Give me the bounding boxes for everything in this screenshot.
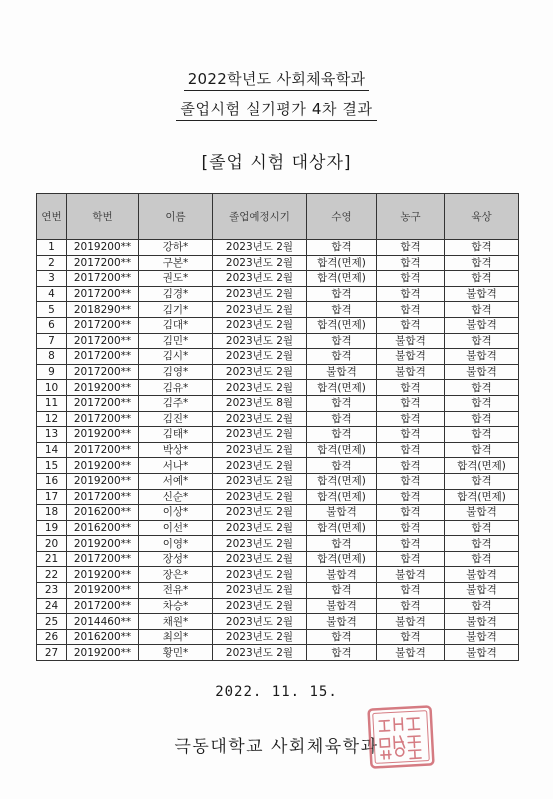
cell-name: 김주*: [139, 395, 213, 411]
cell-swimming: 합격: [307, 629, 377, 645]
cell-graduation: 2023년도 2월: [213, 380, 307, 396]
cell-swimming: 합격: [307, 458, 377, 474]
cell-no: 13: [37, 427, 67, 443]
cell-student-id: 2019200**: [67, 645, 139, 661]
table-row: [37, 520, 519, 536]
document-title-line1: 2022학년도 사회체육학과: [0, 68, 553, 89]
cell-no: 12: [37, 411, 67, 427]
cell-basketball: 합격: [377, 240, 445, 256]
cell-name: 신순*: [139, 489, 213, 505]
cell-name: 서나*: [139, 458, 213, 474]
cell-track: 합격: [445, 395, 519, 411]
cell-basketball: 합격: [377, 505, 445, 521]
cell-graduation: 2023년도 2월: [213, 583, 307, 599]
cell-basketball: 합격: [377, 286, 445, 302]
results-table: [36, 193, 519, 661]
cell-student-id: 2017200**: [67, 317, 139, 333]
cell-track: 합격: [445, 551, 519, 567]
cell-basketball: 합격: [377, 427, 445, 443]
cell-track: 합격: [445, 302, 519, 318]
cell-graduation: 2023년도 2월: [213, 473, 307, 489]
cell-swimming: 불합격: [307, 614, 377, 630]
cell-swimming: 불합격: [307, 364, 377, 380]
cell-graduation: 2023년도 2월: [213, 645, 307, 661]
cell-basketball: 합격: [377, 271, 445, 287]
cell-track: 합격: [445, 536, 519, 552]
table-row: [37, 458, 519, 474]
cell-graduation: 2023년도 8월: [213, 395, 307, 411]
cell-no: 23: [37, 583, 67, 599]
cell-no: 22: [37, 567, 67, 583]
table-row: [37, 286, 519, 302]
col-header-graduation: 졸업예정시기: [213, 194, 307, 240]
table-row: [37, 364, 519, 380]
cell-basketball: 합격: [377, 489, 445, 505]
cell-basketball: 불합격: [377, 614, 445, 630]
cell-no: 18: [37, 505, 67, 521]
results-table-header: [37, 194, 519, 240]
official-seal-stamp: [366, 704, 435, 769]
cell-basketball: 합격: [377, 551, 445, 567]
cell-basketball: 합격: [377, 536, 445, 552]
cell-student-id: 2019200**: [67, 458, 139, 474]
cell-basketball: 합격: [377, 255, 445, 271]
cell-student-id: 2019200**: [67, 473, 139, 489]
cell-student-id: 2017200**: [67, 598, 139, 614]
cell-name: 황민*: [139, 645, 213, 661]
cell-no: 16: [37, 473, 67, 489]
cell-swimming: 합격: [307, 583, 377, 599]
cell-student-id: 2019200**: [67, 240, 139, 256]
cell-swimming: 합격: [307, 645, 377, 661]
cell-track: 불합격: [445, 645, 519, 661]
cell-student-id: 2017200**: [67, 286, 139, 302]
cell-track: 불합격: [445, 505, 519, 521]
cell-no: 6: [37, 317, 67, 333]
cell-name: 김유*: [139, 380, 213, 396]
table-row: [37, 271, 519, 287]
section-title: [졸업 시험 대상자]: [201, 153, 352, 173]
cell-name: 김민*: [139, 333, 213, 349]
cell-name: 김대*: [139, 317, 213, 333]
cell-student-id: 2018290**: [67, 302, 139, 318]
cell-graduation: 2023년도 2월: [213, 364, 307, 380]
cell-name: 이선*: [139, 520, 213, 536]
cell-no: 17: [37, 489, 67, 505]
cell-swimming: 합격(면제): [307, 473, 377, 489]
table-row: [37, 302, 519, 318]
cell-track: 합격: [445, 255, 519, 271]
cell-track: 합격: [445, 411, 519, 427]
cell-no: 1: [37, 240, 67, 256]
cell-track: 불합격: [445, 317, 519, 333]
table-row: [37, 317, 519, 333]
table-row: [37, 349, 519, 365]
cell-graduation: 2023년도 2월: [213, 302, 307, 318]
cell-track: 합격: [445, 520, 519, 536]
table-row: [37, 489, 519, 505]
cell-graduation: 2023년도 2월: [213, 458, 307, 474]
col-header-no: 연번: [37, 194, 67, 240]
cell-name: 강하*: [139, 240, 213, 256]
cell-student-id: 2019200**: [67, 583, 139, 599]
cell-basketball: 불합격: [377, 349, 445, 365]
cell-graduation: 2023년도 2월: [213, 333, 307, 349]
cell-basketball: 합격: [377, 520, 445, 536]
table-row: [37, 473, 519, 489]
cell-graduation: 2023년도 2월: [213, 317, 307, 333]
cell-no: 19: [37, 520, 67, 536]
cell-no: 20: [37, 536, 67, 552]
col-header-track: 육상: [445, 194, 519, 240]
cell-no: 26: [37, 629, 67, 645]
cell-graduation: 2023년도 2월: [213, 255, 307, 271]
cell-swimming: 합격: [307, 349, 377, 365]
cell-student-id: 2019200**: [67, 536, 139, 552]
cell-basketball: 합격: [377, 458, 445, 474]
cell-track: 합격: [445, 240, 519, 256]
table-row: [37, 598, 519, 614]
cell-name: 김기*: [139, 302, 213, 318]
results-table-body: [37, 240, 519, 661]
cell-swimming: 합격: [307, 411, 377, 427]
cell-graduation: 2023년도 2월: [213, 349, 307, 365]
cell-student-id: 2017200**: [67, 271, 139, 287]
cell-graduation: 2023년도 2월: [213, 520, 307, 536]
table-row: [37, 380, 519, 396]
table-row: [37, 629, 519, 645]
cell-no: 25: [37, 614, 67, 630]
cell-swimming: 합격: [307, 536, 377, 552]
cell-swimming: 합격(면제): [307, 271, 377, 287]
table-row: [37, 567, 519, 583]
cell-swimming: 합격(면제): [307, 255, 377, 271]
cell-name: 채원*: [139, 614, 213, 630]
cell-no: 4: [37, 286, 67, 302]
cell-basketball: 합격: [377, 380, 445, 396]
cell-basketball: 합격: [377, 598, 445, 614]
cell-student-id: 2017200**: [67, 395, 139, 411]
cell-track: 합격: [445, 380, 519, 396]
cell-no: 8: [37, 349, 67, 365]
cell-basketball: 불합격: [377, 567, 445, 583]
cell-no: 15: [37, 458, 67, 474]
cell-swimming: 합격: [307, 240, 377, 256]
cell-track: 불합격: [445, 286, 519, 302]
cell-swimming: 합격: [307, 395, 377, 411]
cell-basketball: 합격: [377, 583, 445, 599]
cell-name: 이영*: [139, 536, 213, 552]
cell-track: 합격: [445, 442, 519, 458]
table-row: [37, 505, 519, 521]
cell-basketball: 합격: [377, 395, 445, 411]
cell-no: 9: [37, 364, 67, 380]
cell-basketball: 합격: [377, 302, 445, 318]
cell-student-id: 2017200**: [67, 255, 139, 271]
cell-basketball: 합격: [377, 629, 445, 645]
table-row: [37, 551, 519, 567]
col-header-swimming: 수영: [307, 194, 377, 240]
cell-name: 박상*: [139, 442, 213, 458]
cell-student-id: 2017200**: [67, 442, 139, 458]
cell-basketball: 합격: [377, 473, 445, 489]
cell-track: 불합격: [445, 614, 519, 630]
cell-track: 불합격: [445, 349, 519, 365]
cell-name: 구본*: [139, 255, 213, 271]
cell-no: 5: [37, 302, 67, 318]
cell-graduation: 2023년도 2월: [213, 598, 307, 614]
cell-student-id: 2014460**: [67, 614, 139, 630]
cell-name: 이상*: [139, 505, 213, 521]
cell-name: 차승*: [139, 598, 213, 614]
cell-track: 불합격: [445, 567, 519, 583]
cell-track: 합격: [445, 271, 519, 287]
cell-name: 전유*: [139, 583, 213, 599]
cell-name: 김진*: [139, 411, 213, 427]
cell-graduation: 2023년도 2월: [213, 551, 307, 567]
cell-swimming: 합격(면제): [307, 551, 377, 567]
cell-student-id: 2017200**: [67, 489, 139, 505]
cell-name: 김태*: [139, 427, 213, 443]
cell-no: 7: [37, 333, 67, 349]
cell-track: 합격(면제): [445, 458, 519, 474]
cell-swimming: 합격: [307, 286, 377, 302]
cell-graduation: 2023년도 2월: [213, 286, 307, 302]
cell-swimming: 합격(면제): [307, 380, 377, 396]
cell-student-id: 2017200**: [67, 333, 139, 349]
table-row: [37, 536, 519, 552]
col-header-student-id: 학번: [67, 194, 139, 240]
cell-graduation: 2023년도 2월: [213, 442, 307, 458]
cell-name: 권도*: [139, 271, 213, 287]
cell-basketball: 합격: [377, 317, 445, 333]
cell-track: 불합격: [445, 364, 519, 380]
issuer-name: 극동대학교 사회체육학과: [174, 737, 379, 757]
table-row: [37, 427, 519, 443]
cell-student-id: 2019200**: [67, 380, 139, 396]
cell-student-id: 2017200**: [67, 364, 139, 380]
table-row: [37, 411, 519, 427]
table-row: [37, 645, 519, 661]
cell-no: 10: [37, 380, 67, 396]
cell-student-id: 2017200**: [67, 411, 139, 427]
cell-track: 합격(면제): [445, 489, 519, 505]
cell-swimming: 합격: [307, 302, 377, 318]
cell-swimming: 합격(면제): [307, 489, 377, 505]
cell-basketball: 불합격: [377, 645, 445, 661]
cell-graduation: 2023년도 2월: [213, 240, 307, 256]
cell-swimming: 합격(면제): [307, 317, 377, 333]
cell-track: 합격: [445, 427, 519, 443]
issue-date: 2022. 11. 15.: [215, 684, 338, 700]
cell-track: 합격: [445, 473, 519, 489]
cell-graduation: 2023년도 2월: [213, 411, 307, 427]
cell-swimming: 합격(면제): [307, 520, 377, 536]
cell-graduation: 2023년도 2월: [213, 427, 307, 443]
cell-graduation: 2023년도 2월: [213, 505, 307, 521]
cell-name: 김영*: [139, 364, 213, 380]
cell-swimming: 불합격: [307, 505, 377, 521]
table-row: [37, 583, 519, 599]
cell-graduation: 2023년도 2월: [213, 489, 307, 505]
cell-swimming: 불합격: [307, 567, 377, 583]
cell-graduation: 2023년도 2월: [213, 629, 307, 645]
cell-track: 합격: [445, 333, 519, 349]
cell-graduation: 2023년도 2월: [213, 614, 307, 630]
cell-student-id: 2016200**: [67, 629, 139, 645]
cell-name: 장은*: [139, 567, 213, 583]
col-header-name: 이름: [139, 194, 213, 240]
cell-name: 최의*: [139, 629, 213, 645]
cell-graduation: 2023년도 2월: [213, 567, 307, 583]
cell-basketball: 합격: [377, 442, 445, 458]
table-row: [37, 240, 519, 256]
cell-name: 김경*: [139, 286, 213, 302]
cell-no: 24: [37, 598, 67, 614]
cell-student-id: 2017200**: [67, 349, 139, 365]
table-row: [37, 333, 519, 349]
cell-no: 2: [37, 255, 67, 271]
table-row: [37, 614, 519, 630]
cell-no: 14: [37, 442, 67, 458]
cell-name: 장성*: [139, 551, 213, 567]
cell-name: 김시*: [139, 349, 213, 365]
cell-swimming: 합격: [307, 333, 377, 349]
cell-name: 서예*: [139, 473, 213, 489]
cell-no: 11: [37, 395, 67, 411]
document-title-line2: 졸업시험 실기평가 4차 결과: [0, 98, 553, 119]
cell-no: 21: [37, 551, 67, 567]
cell-student-id: 2016200**: [67, 505, 139, 521]
cell-swimming: 불합격: [307, 598, 377, 614]
cell-no: 27: [37, 645, 67, 661]
cell-no: 3: [37, 271, 67, 287]
table-row: [37, 395, 519, 411]
cell-student-id: 2017200**: [67, 551, 139, 567]
cell-graduation: 2023년도 2월: [213, 271, 307, 287]
cell-track: 불합격: [445, 583, 519, 599]
cell-basketball: 불합격: [377, 333, 445, 349]
cell-track: 불합격: [445, 629, 519, 645]
col-header-basketball: 농구: [377, 194, 445, 240]
table-row: [37, 442, 519, 458]
cell-graduation: 2023년도 2월: [213, 536, 307, 552]
cell-student-id: 2016200**: [67, 520, 139, 536]
cell-basketball: 합격: [377, 411, 445, 427]
cell-swimming: 합격: [307, 427, 377, 443]
cell-track: 합격: [445, 598, 519, 614]
cell-student-id: 2019200**: [67, 427, 139, 443]
table-row: [37, 255, 519, 271]
cell-basketball: 불합격: [377, 364, 445, 380]
cell-student-id: 2019200**: [67, 567, 139, 583]
cell-swimming: 합격(면제): [307, 442, 377, 458]
